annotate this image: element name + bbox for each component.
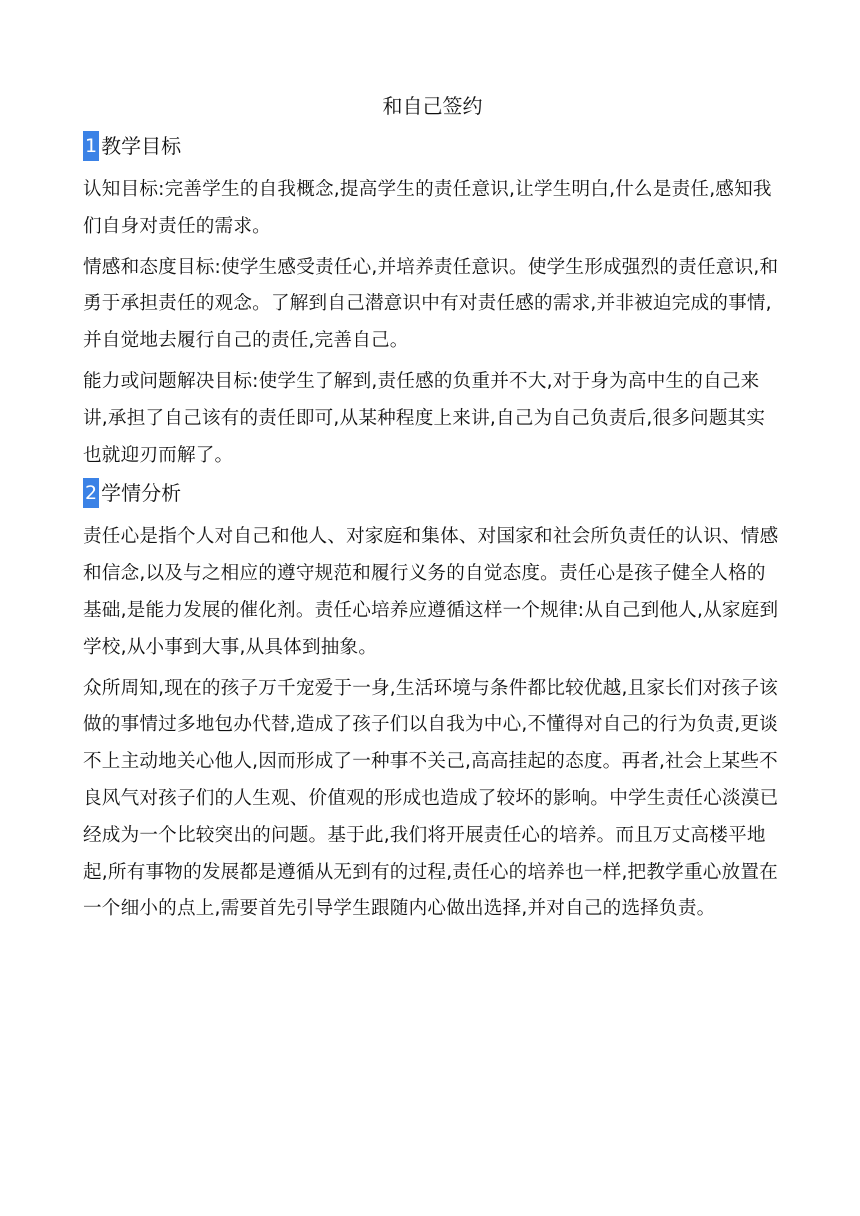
section-number-badge: 1 [83,131,99,161]
section-heading [83,131,782,161]
paragraph-cognitive-goal: 认知目标:完善学生的自我概念,提高学生的责任意识,让学生明白,什么是责任,感知我们自身对责任的需求。 [83,179,772,237]
section-heading-text: 学情分析 [101,481,182,506]
paragraph-ability-goal: 能力或问题解决目标:使学生了解到,责任感的负重并不大,对于身为高中生的自己来讲,承担了自己该有的责任即可,从某种程度上来讲,自己为自己负责后,很多问题其实也就迎刃而解了。 [83,370,766,466]
paragraph-emotional-goal: 情感和态度目标:使学生感受责任心,并培养责任意识。使学生形成强烈的责任意识,和勇于承担责任的观念。了解到自己潜意识中有对责任感的需求,并非被迫完成的事情,并自觉地去履行自己的责任,完善自己。 [83,256,779,352]
section-heading [83,478,782,508]
paragraph-current-situation: 众所周知,现在的孩子万千宠爱于一身,生活环境与条件都比较优越,且家长们对孩子该做的事情过多地包办代替,造成了孩子们以自我为中心,不懂得对自己的行为负责,更谈不上主动地关心他人,因而形成了一种事不关己,高高挂起的态度。再者,社会上某些不良风气对孩子们的人生观、价值观的形成也造成了较坏的影响。中学生责任心淡漠已经成为一个比较突出的问题。基于此,我们将开展责任心的培养。而且万丈高楼平地起,所有事物的发展都是遵循从无到有的过程,责任心的培养也一样,把教学重心放置在一个细小的点上,需要首先引导学生跟随内心做出选择,并对自己的选择负责。 [83,677,779,920]
section-learner-analysis [83,478,782,928]
section-teaching-goals [83,131,782,474]
paragraph-responsibility-definition: 责任心是指个人对自己和他人、对家庭和集体、对国家和社会所负责任的认识、情感和信念,以及与之相应的遵守规范和履行义务的自觉态度。责任心是孩子健全人格的基础,是能力发展的催化剂。责任心培养应遵循这样一个规律:从自己到他人,从家庭到学校,从小事到大事,从具体到抽象。 [83,526,779,658]
document-title: 和自己签约 [382,94,483,118]
section-number-badge: 2 [83,478,99,508]
section-heading-text: 教学目标 [101,134,182,158]
